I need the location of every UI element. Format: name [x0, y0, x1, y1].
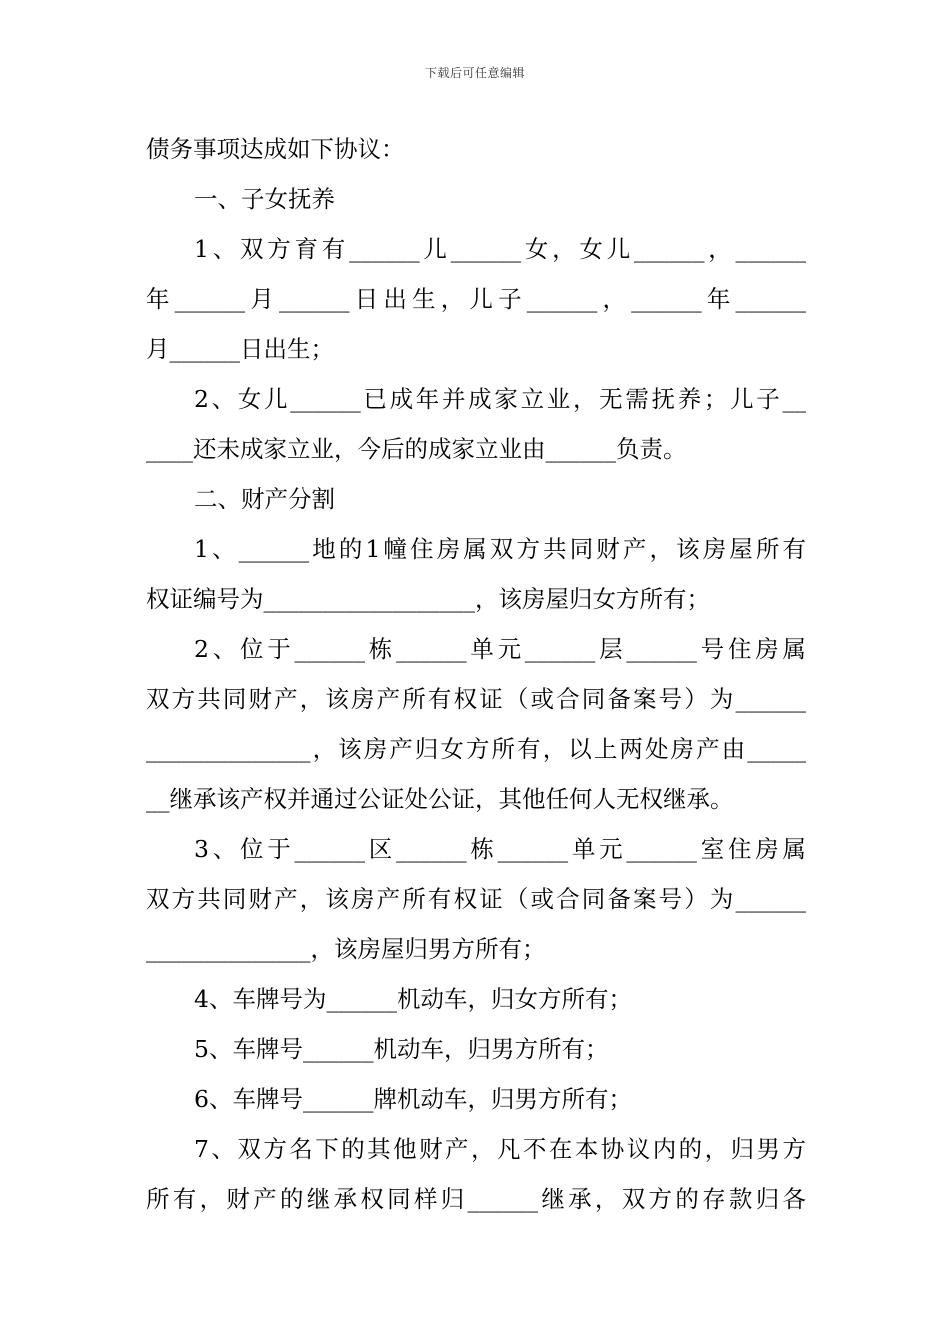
text-line: __继承该产权并通过公证处公证，其他任何人无权继承。 [146, 785, 734, 813]
text-line: 1、______地的1幢住房属双方共同财产，该房屋所有 [194, 535, 806, 563]
text-line: 5、车牌号______机动车，归男方所有； [194, 1035, 609, 1063]
text-line: 7、双方名下的其他财产，凡不在本协议内的，归男方 [194, 1135, 806, 1163]
text-line: 6、车牌号______牌机动车，归男方所有； [194, 1085, 632, 1113]
text-line: 3、位于______区______栋______单元______室住房属 [194, 835, 806, 863]
text-line: 双方共同财产，该房产所有权证（或合同备案号）为______ [146, 685, 806, 713]
page-header: 下载后可任意编辑 [424, 66, 525, 80]
text-line: 双方共同财产，该房产所有权证（或合同备案号）为______ [146, 885, 806, 913]
text-line: 二、财产分割 [194, 485, 335, 513]
text-line: 债务事项达成如下协议： [146, 135, 405, 163]
text-line: 4、车牌号为______机动车，归女方所有； [194, 985, 632, 1013]
text-line: 所有，财产的继承权同样归______继承，双方的存款归各 [146, 1185, 806, 1213]
text-line: 一、子女抚养 [194, 185, 335, 213]
text-line: 1、双方育有______儿______女，女儿______，______ [194, 235, 806, 263]
text-line: 2、女儿______已成年并成家立业，无需抚养；儿子__ [194, 385, 806, 413]
text-line: ______________，该房产归女方所有，以上两处房产由_____ [146, 735, 806, 763]
document-body [146, 124, 806, 1224]
text-line: ______________，该房屋归男方所有； [146, 935, 546, 963]
text-line: ____还未成家立业，今后的成家立业由______负责。 [146, 435, 687, 463]
text-line: 2、位于______栋______单元______层______号住房属 [194, 635, 806, 663]
text-line: 年______月______日出生，儿子______，______年______ [146, 285, 806, 313]
text-line: 月______日出生； [146, 335, 334, 363]
text-line: 权证编号为__________________，该房屋归女方所有； [146, 585, 710, 613]
